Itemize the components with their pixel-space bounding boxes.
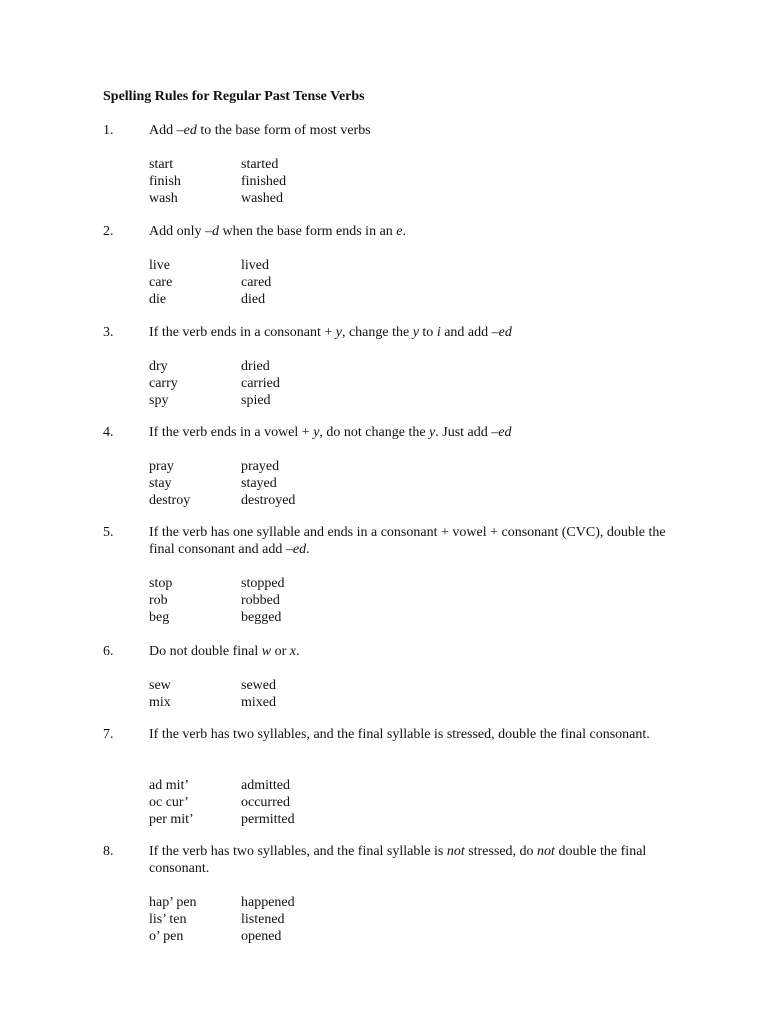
example-row [149, 575, 449, 592]
past-form: opened [241, 929, 282, 944]
rule-number: 8. [103, 844, 114, 859]
past-form: happened [241, 895, 295, 910]
rule-number: 1. [103, 123, 114, 138]
base-form: destroy [149, 493, 191, 508]
rule-number: 3. [103, 325, 114, 340]
rule-text-segment: or [271, 644, 290, 659]
base-form: mix [149, 695, 171, 710]
past-form: dried [241, 359, 270, 374]
rule-text-segment: when the base form ends in an [219, 224, 397, 239]
base-form: dry [149, 359, 168, 374]
rule-text-segment: to [418, 325, 437, 340]
base-form: oc cur’ [149, 795, 189, 810]
rule-text [149, 726, 669, 743]
rule-text-segment: double the final consonant. [149, 844, 647, 876]
past-form: begged [241, 610, 282, 625]
example-row [149, 392, 449, 409]
past-form: washed [241, 191, 283, 206]
past-form: died [241, 292, 266, 307]
rule-text-segment: If the verb ends in a vowel + [149, 425, 314, 440]
rule-text-emphasis: –ed [176, 123, 197, 138]
base-form: wash [149, 191, 178, 206]
example-row [149, 274, 449, 291]
example-list [149, 156, 449, 207]
rule-text [149, 524, 669, 558]
rule-text-segment: If the verb has two syllables, and the final syllable is stressed, double the final consonant. [149, 727, 650, 742]
rule-text-segment: , change the [341, 325, 413, 340]
example-list [149, 894, 449, 945]
past-form: prayed [241, 459, 280, 474]
rule-text-segment: . [402, 224, 407, 239]
example-row [149, 475, 449, 492]
past-form: finished [241, 174, 287, 189]
base-form: ad mit’ [149, 778, 190, 793]
base-form: stay [149, 476, 172, 491]
example-row [149, 190, 449, 207]
past-form: lived [241, 258, 269, 273]
rule-text-emphasis: y [335, 325, 342, 340]
example-row [149, 811, 449, 828]
rule-number: 2. [103, 224, 114, 239]
rule-text-emphasis: not [446, 844, 465, 859]
past-form: spied [241, 393, 271, 408]
rule-text-emphasis: not [537, 844, 555, 859]
example-row [149, 156, 449, 173]
rule-text-segment: If the verb ends in a consonant + [149, 325, 336, 340]
base-form: rob [149, 593, 168, 608]
past-form: listened [241, 912, 285, 927]
rule-text-segment: , do not change the [319, 425, 430, 440]
past-form: permitted [241, 812, 295, 827]
past-form: admitted [241, 778, 290, 793]
past-form: destroyed [241, 493, 296, 508]
base-form: stop [149, 576, 173, 591]
example-row [149, 458, 449, 475]
past-form: mixed [241, 695, 276, 710]
base-form: finish [149, 174, 181, 189]
base-form: pray [149, 459, 174, 474]
base-form: live [149, 258, 170, 273]
rule-text [149, 324, 669, 341]
rule-text-emphasis: y [313, 425, 320, 440]
rule-text-emphasis: i [436, 325, 441, 340]
example-row [149, 592, 449, 609]
rule-text-emphasis: y [429, 425, 436, 440]
rule-text-emphasis: w [261, 644, 272, 659]
base-form: lis’ ten [149, 912, 187, 927]
example-row [149, 794, 449, 811]
rule-text [149, 643, 669, 660]
rule-text-emphasis: –ed [285, 542, 307, 557]
example-list [149, 257, 449, 308]
rule-text-emphasis: y [412, 325, 419, 340]
rule-number: 6. [103, 644, 114, 659]
base-form: spy [149, 393, 169, 408]
rule-text-segment: stressed, do [464, 844, 538, 859]
example-row [149, 777, 449, 794]
past-form: stopped [241, 576, 285, 591]
base-form: sew [149, 678, 171, 693]
rule-text-segment: Add [149, 123, 177, 138]
base-form: o’ pen [149, 929, 184, 944]
rule-text [149, 223, 669, 240]
rule-text-emphasis: x [289, 644, 296, 659]
rule-number: 5. [103, 525, 114, 540]
past-form: started [241, 157, 279, 172]
example-row [149, 609, 449, 626]
example-row [149, 894, 449, 911]
rule-text-emphasis: –ed [491, 325, 512, 340]
rule-number: 4. [103, 425, 114, 440]
past-form: robbed [241, 593, 280, 608]
rule-text-segment: . [306, 542, 310, 557]
rule-text-segment: Do not double final [149, 644, 262, 659]
base-form: per mit’ [149, 812, 194, 827]
past-form: occurred [241, 795, 290, 810]
base-form: beg [149, 610, 170, 625]
past-form: stayed [241, 476, 277, 491]
example-row [149, 291, 449, 308]
example-list [149, 575, 449, 626]
rule-text [149, 424, 669, 441]
rule-text-emphasis: –ed [491, 425, 512, 440]
example-row [149, 677, 449, 694]
rule-text [149, 122, 669, 139]
example-list [149, 677, 449, 711]
rule-text-segment: If the verb has two syllables, and the final syllable is [149, 844, 447, 859]
example-row [149, 928, 449, 945]
rule-text-emphasis: e [396, 224, 403, 239]
example-row [149, 694, 449, 711]
rule-number: 7. [103, 727, 114, 742]
example-row [149, 358, 449, 375]
example-row [149, 911, 449, 928]
example-row [149, 375, 449, 392]
rule-text-segment: . [296, 644, 300, 659]
base-form: hap’ pen [149, 895, 197, 910]
example-list [149, 458, 449, 509]
rule-text-segment: Add only [149, 224, 205, 239]
past-form: cared [241, 275, 272, 290]
rule-text-segment: If the verb has one syllable and ends in a consonant + vowel + consonant (CVC), double the final consonant and add [149, 525, 666, 557]
rule-text-segment: . Just add [435, 425, 492, 440]
base-form: care [149, 275, 173, 290]
past-form: sewed [241, 678, 276, 693]
document-title: Spelling Rules for Regular Past Tense Verbs [103, 89, 365, 104]
example-list [149, 777, 449, 828]
rule-text-emphasis: –d [205, 224, 219, 239]
base-form: die [149, 292, 167, 307]
example-row [149, 173, 449, 190]
base-form: start [149, 157, 174, 172]
rule-text [149, 843, 669, 877]
rule-text-segment: and add [440, 325, 492, 340]
example-list [149, 358, 449, 409]
example-row [149, 492, 449, 509]
past-form: carried [241, 376, 280, 391]
example-row [149, 257, 449, 274]
base-form: carry [149, 376, 178, 391]
rule-text-segment: to the base form of most verbs [196, 123, 371, 138]
